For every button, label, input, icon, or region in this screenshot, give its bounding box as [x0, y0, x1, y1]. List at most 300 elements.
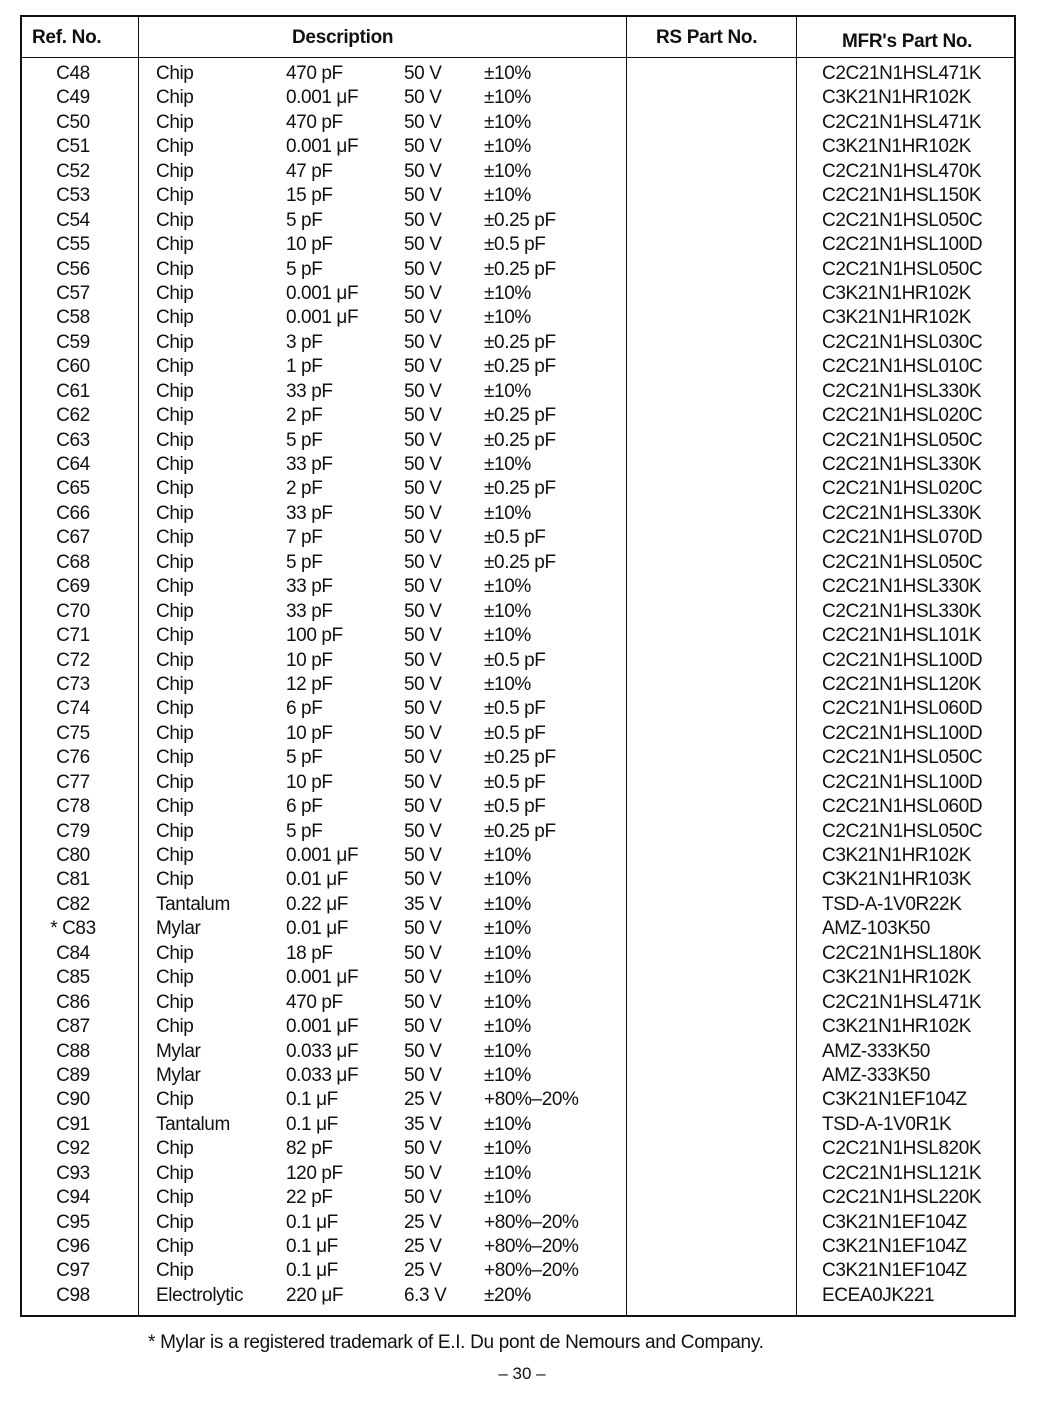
- tolerance-cell: ±0.5 pF: [484, 234, 546, 256]
- header-divider: [22, 57, 1014, 58]
- table-row: [22, 234, 1014, 258]
- voltage-cell: 50 V: [404, 380, 442, 402]
- ref-cell: C81: [56, 869, 90, 891]
- type-cell: Chip: [156, 527, 194, 549]
- value-cell: 5 pF: [286, 209, 323, 231]
- table-row: [22, 796, 1014, 820]
- value-cell: 5 pF: [286, 429, 323, 451]
- table-row: [22, 992, 1014, 1016]
- tolerance-cell: ±10%: [484, 576, 531, 598]
- value-cell: 10 pF: [286, 722, 333, 744]
- mfr-part-cell: C2C21N1HSL020C: [822, 478, 983, 500]
- table-row: [22, 1138, 1014, 1162]
- tolerance-cell: ±10%: [484, 845, 531, 866]
- mfr-part-cell: C3K21N1EF104Z: [822, 1260, 967, 1282]
- tolerance-cell: +80%–20%: [484, 1089, 579, 1111]
- tolerance-cell: ±0.25 pF: [484, 429, 556, 451]
- value-cell: 0.1 μF: [286, 1236, 338, 1257]
- mfr-part-cell: C2C21N1HSL060D: [822, 796, 983, 818]
- table-row: [22, 1041, 1014, 1065]
- type-cell: Mylar: [156, 1064, 201, 1086]
- table-row: [22, 674, 1014, 698]
- voltage-cell: 50 V: [404, 625, 442, 647]
- table-row: [22, 161, 1014, 185]
- header-rs-part-no: RS Part No.: [656, 27, 758, 48]
- voltage-cell: 50 V: [404, 527, 442, 549]
- tolerance-cell: ±0.5 pF: [484, 698, 546, 720]
- mfr-part-cell: C2C21N1HSL330K: [822, 380, 982, 402]
- table-row: [22, 747, 1014, 771]
- table-row: [22, 478, 1014, 502]
- value-cell: 0.01 μF: [286, 869, 349, 891]
- value-cell: 6 pF: [286, 796, 323, 818]
- ref-cell: C85: [56, 967, 90, 989]
- ref-cell: C84: [56, 942, 90, 964]
- mfr-part-cell: C2C21N1HSL121K: [822, 1162, 982, 1184]
- mfr-part-cell: C3K21N1HR102K: [822, 282, 971, 304]
- ref-cell: C50: [56, 111, 90, 133]
- mfr-part-cell: C2C21N1HSL050C: [822, 747, 983, 769]
- mfr-part-cell: C3K21N1HR102K: [822, 1016, 971, 1038]
- type-cell: Chip: [156, 722, 194, 744]
- mfr-part-cell: C3K21N1EF104Z: [822, 1089, 967, 1111]
- table-row: [22, 869, 1014, 893]
- mfr-part-cell: TSD-A-1V0R1K: [822, 1113, 952, 1135]
- voltage-cell: 50 V: [404, 1162, 442, 1184]
- type-cell: Chip: [156, 796, 194, 818]
- tolerance-cell: ±10%: [484, 1064, 531, 1086]
- tolerance-cell: ±10%: [484, 1040, 531, 1062]
- table-row: [22, 405, 1014, 429]
- type-cell: Chip: [156, 1162, 194, 1184]
- mfr-part-cell: C3K21N1HR103K: [822, 869, 971, 891]
- tolerance-cell: ±0.5 pF: [484, 796, 546, 818]
- type-cell: Chip: [156, 551, 194, 573]
- tolerance-cell: ±0.25 pF: [484, 405, 556, 427]
- mfr-part-cell: C3K21N1HR102K: [822, 307, 971, 329]
- table-row: [22, 1285, 1014, 1309]
- mfr-part-cell: C2C21N1HSL050C: [822, 820, 983, 842]
- type-cell: Chip: [156, 1187, 194, 1209]
- table-row: [22, 1065, 1014, 1089]
- ref-cell: C73: [56, 673, 90, 695]
- voltage-cell: 50 V: [404, 331, 442, 353]
- type-cell: Chip: [156, 600, 194, 622]
- type-cell: Chip: [156, 1260, 194, 1282]
- table-row: [22, 1260, 1014, 1284]
- type-cell: Chip: [156, 576, 194, 598]
- value-cell: 15 pF: [286, 185, 333, 207]
- voltage-cell: 50 V: [404, 1138, 442, 1160]
- table-row: [22, 112, 1014, 136]
- table-row: [22, 943, 1014, 967]
- value-cell: 5 pF: [286, 820, 323, 842]
- table-row: [22, 63, 1014, 87]
- tolerance-cell: ±0.25 pF: [484, 331, 556, 353]
- type-cell: Chip: [156, 869, 194, 891]
- ref-cell: C58: [56, 307, 90, 329]
- voltage-cell: 50 V: [404, 63, 442, 84]
- type-cell: Chip: [156, 1211, 194, 1233]
- ref-cell: C86: [56, 991, 90, 1013]
- mfr-part-cell: C2C21N1HSL070D: [822, 527, 983, 549]
- voltage-cell: 50 V: [404, 502, 442, 524]
- mfr-part-cell: C2C21N1HSL060D: [822, 698, 983, 720]
- voltage-cell: 50 V: [404, 136, 442, 158]
- value-cell: 0.01 μF: [286, 918, 349, 940]
- type-cell: Chip: [156, 63, 194, 84]
- value-cell: 10 pF: [286, 771, 333, 793]
- ref-cell: C98: [56, 1284, 90, 1306]
- value-cell: 10 pF: [286, 234, 333, 256]
- ref-cell: C59: [56, 331, 90, 353]
- ref-cell: C82: [56, 893, 90, 915]
- ref-cell: C90: [56, 1089, 90, 1111]
- ref-cell: C71: [56, 625, 90, 647]
- tolerance-cell: ±10%: [484, 185, 531, 207]
- ref-cell: C92: [56, 1138, 90, 1160]
- voltage-cell: 50 V: [404, 111, 442, 133]
- tolerance-cell: +80%–20%: [484, 1211, 579, 1233]
- tolerance-cell: ±10%: [484, 967, 531, 989]
- ref-cell: C55: [56, 234, 90, 256]
- value-cell: 5 pF: [286, 551, 323, 573]
- table-row: [22, 1089, 1014, 1113]
- type-cell: Chip: [156, 1236, 194, 1257]
- value-cell: 47 pF: [286, 160, 333, 182]
- voltage-cell: 50 V: [404, 942, 442, 964]
- mfr-part-cell: C2C21N1HSL180K: [822, 942, 982, 964]
- ref-cell: C72: [56, 649, 90, 671]
- type-cell: Chip: [156, 234, 194, 256]
- table-row: [22, 136, 1014, 160]
- table-row: [22, 527, 1014, 551]
- type-cell: Chip: [156, 282, 194, 304]
- value-cell: 0.1 μF: [286, 1260, 338, 1282]
- table-row: [22, 967, 1014, 991]
- voltage-cell: 50 V: [404, 87, 442, 109]
- table-row: [22, 845, 1014, 869]
- tolerance-cell: ±10%: [484, 600, 531, 622]
- value-cell: 5 pF: [286, 747, 323, 769]
- type-cell: Tantalum: [156, 1113, 230, 1135]
- value-cell: 1 pF: [286, 356, 323, 378]
- voltage-cell: 50 V: [404, 258, 442, 280]
- tolerance-cell: ±0.25 pF: [484, 820, 556, 842]
- type-cell: Chip: [156, 136, 194, 158]
- voltage-cell: 50 V: [404, 1016, 442, 1038]
- ref-cell: C61: [56, 380, 90, 402]
- table-row: [22, 894, 1014, 918]
- tolerance-cell: ±10%: [484, 625, 531, 647]
- value-cell: 2 pF: [286, 405, 323, 427]
- voltage-cell: 50 V: [404, 673, 442, 695]
- voltage-cell: 50 V: [404, 820, 442, 842]
- tolerance-cell: ±10%: [484, 673, 531, 695]
- table-row: [22, 307, 1014, 331]
- mfr-part-cell: C2C21N1HSL050C: [822, 258, 983, 280]
- mfr-part-cell: C2C21N1HSL471K: [822, 63, 982, 84]
- voltage-cell: 50 V: [404, 1040, 442, 1062]
- value-cell: 0.033 μF: [286, 1064, 359, 1086]
- voltage-cell: 35 V: [404, 1113, 442, 1135]
- type-cell: Chip: [156, 771, 194, 793]
- table-row: [22, 918, 1014, 942]
- voltage-cell: 50 V: [404, 722, 442, 744]
- voltage-cell: 50 V: [404, 918, 442, 940]
- type-cell: Chip: [156, 942, 194, 964]
- tolerance-cell: ±0.5 pF: [484, 527, 546, 549]
- mfr-part-cell: AMZ-103K50: [822, 918, 930, 940]
- mfr-part-cell: C2C21N1HSL820K: [822, 1138, 982, 1160]
- value-cell: 0.001 μF: [286, 967, 359, 989]
- header-description: Description: [292, 27, 394, 48]
- voltage-cell: 50 V: [404, 869, 442, 891]
- table-row: [22, 1016, 1014, 1040]
- voltage-cell: 50 V: [404, 307, 442, 329]
- voltage-cell: 50 V: [404, 600, 442, 622]
- type-cell: Chip: [156, 356, 194, 378]
- type-cell: Chip: [156, 380, 194, 402]
- mfr-part-cell: C2C21N1HSL471K: [822, 991, 982, 1013]
- mfr-part-cell: C2C21N1HSL050C: [822, 429, 983, 451]
- table-row: [22, 650, 1014, 674]
- ref-cell: C87: [56, 1016, 90, 1038]
- table-row: [22, 430, 1014, 454]
- mfr-part-cell: C2C21N1HSL100D: [822, 722, 983, 744]
- table-row: [22, 332, 1014, 356]
- mfr-part-cell: C3K21N1EF104Z: [822, 1211, 967, 1233]
- type-cell: Chip: [156, 625, 194, 647]
- mfr-part-cell: C2C21N1HSL330K: [822, 600, 982, 622]
- voltage-cell: 50 V: [404, 698, 442, 720]
- mfr-part-cell: C2C21N1HSL471K: [822, 111, 982, 133]
- ref-cell: C65: [56, 478, 90, 500]
- ref-cell: C80: [56, 845, 90, 866]
- table-row: [22, 87, 1014, 111]
- table-row: [22, 503, 1014, 527]
- ref-cell: C96: [56, 1236, 90, 1257]
- mfr-part-cell: C2C21N1HSL010C: [822, 356, 983, 378]
- table-row: [22, 601, 1014, 625]
- tolerance-cell: ±0.5 pF: [484, 649, 546, 671]
- mfr-part-cell: C2C21N1HSL050C: [822, 551, 983, 573]
- type-cell: Chip: [156, 405, 194, 427]
- table-row: [22, 1187, 1014, 1211]
- type-cell: Chip: [156, 307, 194, 329]
- voltage-cell: 25 V: [404, 1236, 442, 1257]
- voltage-cell: 50 V: [404, 649, 442, 671]
- value-cell: 33 pF: [286, 576, 333, 598]
- type-cell: Chip: [156, 673, 194, 695]
- ref-cell: C94: [56, 1187, 90, 1209]
- value-cell: 3 pF: [286, 331, 323, 353]
- mfr-part-cell: C2C21N1HSL330K: [822, 454, 982, 475]
- ref-cell: C78: [56, 796, 90, 818]
- table-row: [22, 576, 1014, 600]
- tolerance-cell: ±0.25 pF: [484, 258, 556, 280]
- voltage-cell: 50 V: [404, 454, 442, 475]
- tolerance-cell: ±10%: [484, 454, 531, 475]
- ref-cell: C79: [56, 820, 90, 842]
- ref-cell: C89: [56, 1064, 90, 1086]
- table-row: [22, 210, 1014, 234]
- tolerance-cell: ±0.25 pF: [484, 356, 556, 378]
- ref-cell: C66: [56, 502, 90, 524]
- mfr-part-cell: C3K21N1HR102K: [822, 967, 971, 989]
- value-cell: 12 pF: [286, 673, 333, 695]
- table-row: [22, 283, 1014, 307]
- type-cell: Chip: [156, 331, 194, 353]
- ref-cell: C97: [56, 1260, 90, 1282]
- type-cell: Electrolytic: [156, 1284, 244, 1306]
- ref-cell: C56: [56, 258, 90, 280]
- voltage-cell: 35 V: [404, 893, 442, 915]
- mfr-part-cell: AMZ-333K50: [822, 1064, 930, 1086]
- value-cell: 0.001 μF: [286, 87, 359, 109]
- type-cell: Chip: [156, 429, 194, 451]
- table-row: [22, 552, 1014, 576]
- voltage-cell: 50 V: [404, 576, 442, 598]
- ref-cell: C57: [56, 282, 90, 304]
- mfr-part-cell: C2C21N1HSL100D: [822, 234, 983, 256]
- ref-cell: C60: [56, 356, 90, 378]
- ref-cell: C95: [56, 1211, 90, 1233]
- type-cell: Chip: [156, 454, 194, 475]
- table-row: [22, 1212, 1014, 1236]
- voltage-cell: 50 V: [404, 478, 442, 500]
- value-cell: 0.001 μF: [286, 845, 359, 866]
- tolerance-cell: ±10%: [484, 502, 531, 524]
- type-cell: Chip: [156, 1016, 194, 1038]
- value-cell: 0.001 μF: [286, 1016, 359, 1038]
- tolerance-cell: ±10%: [484, 942, 531, 964]
- mfr-part-cell: ECEA0JK221: [822, 1284, 935, 1306]
- voltage-cell: 25 V: [404, 1211, 442, 1233]
- value-cell: 120 pF: [286, 1162, 343, 1184]
- table-row: [22, 821, 1014, 845]
- voltage-cell: 50 V: [404, 282, 442, 304]
- mfr-part-cell: C2C21N1HSL030C: [822, 331, 983, 353]
- type-cell: Chip: [156, 160, 194, 182]
- ref-cell: C63: [56, 429, 90, 451]
- tolerance-cell: ±0.25 pF: [484, 478, 556, 500]
- tolerance-cell: ±10%: [484, 282, 531, 304]
- tolerance-cell: ±0.5 pF: [484, 771, 546, 793]
- value-cell: 22 pF: [286, 1187, 333, 1209]
- table-row: [22, 1236, 1014, 1260]
- ref-cell: C51: [56, 136, 90, 158]
- ref-cell: C88: [56, 1040, 90, 1062]
- type-cell: Chip: [156, 87, 194, 109]
- value-cell: 82 pF: [286, 1138, 333, 1160]
- tolerance-cell: +80%–20%: [484, 1236, 579, 1257]
- value-cell: 7 pF: [286, 527, 323, 549]
- mfr-part-cell: C2C21N1HSL101K: [822, 625, 982, 647]
- voltage-cell: 50 V: [404, 991, 442, 1013]
- header-mfr-part-no: MFR's Part No.: [842, 31, 973, 52]
- voltage-cell: 50 V: [404, 1187, 442, 1209]
- table-row: [22, 723, 1014, 747]
- type-cell: Chip: [156, 209, 194, 231]
- type-cell: Chip: [156, 478, 194, 500]
- tolerance-cell: ±10%: [484, 1138, 531, 1160]
- type-cell: Chip: [156, 185, 194, 207]
- voltage-cell: 6.3 V: [404, 1284, 447, 1306]
- mfr-part-cell: C2C21N1HSL120K: [822, 673, 982, 695]
- ref-cell: C76: [56, 747, 90, 769]
- voltage-cell: 50 V: [404, 967, 442, 989]
- tolerance-cell: +80%–20%: [484, 1260, 579, 1282]
- table-row: [22, 185, 1014, 209]
- tolerance-cell: ±0.25 pF: [484, 747, 556, 769]
- tolerance-cell: ±10%: [484, 869, 531, 891]
- type-cell: Chip: [156, 698, 194, 720]
- value-cell: 0.22 μF: [286, 893, 349, 915]
- table-row: [22, 698, 1014, 722]
- tolerance-cell: ±10%: [484, 1016, 531, 1038]
- mfr-part-cell: C2C21N1HSL020C: [822, 405, 983, 427]
- tolerance-cell: ±10%: [484, 380, 531, 402]
- table-row: [22, 1163, 1014, 1187]
- table-row: [22, 772, 1014, 796]
- ref-cell: * C83: [50, 918, 96, 940]
- ref-cell: C62: [56, 405, 90, 427]
- value-cell: 18 pF: [286, 942, 333, 964]
- value-cell: 0.001 μF: [286, 136, 359, 158]
- voltage-cell: 50 V: [404, 747, 442, 769]
- mfr-part-cell: C3K21N1HR102K: [822, 136, 971, 158]
- value-cell: 0.001 μF: [286, 282, 359, 304]
- value-cell: 5 pF: [286, 258, 323, 280]
- type-cell: Mylar: [156, 1040, 201, 1062]
- value-cell: 470 pF: [286, 63, 343, 84]
- voltage-cell: 50 V: [404, 356, 442, 378]
- footnote: * Mylar is a registered trademark of E.I. Du pont de Nemours and Company.: [148, 1332, 764, 1353]
- value-cell: 470 pF: [286, 111, 343, 133]
- ref-cell: C74: [56, 698, 90, 720]
- type-cell: Chip: [156, 258, 194, 280]
- mfr-part-cell: C2C21N1HSL100D: [822, 771, 983, 793]
- mfr-part-cell: C2C21N1HSL050C: [822, 209, 983, 231]
- voltage-cell: 50 V: [404, 1064, 442, 1086]
- voltage-cell: 25 V: [404, 1089, 442, 1111]
- value-cell: 33 pF: [286, 502, 333, 524]
- tolerance-cell: ±20%: [484, 1284, 531, 1306]
- voltage-cell: 50 V: [404, 405, 442, 427]
- mfr-part-cell: AMZ-333K50: [822, 1040, 930, 1062]
- tolerance-cell: ±10%: [484, 1162, 531, 1184]
- ref-cell: C77: [56, 771, 90, 793]
- ref-cell: C52: [56, 160, 90, 182]
- type-cell: Chip: [156, 1138, 194, 1160]
- tolerance-cell: ±10%: [484, 136, 531, 158]
- ref-cell: C64: [56, 454, 90, 475]
- mfr-part-cell: C2C21N1HSL100D: [822, 649, 983, 671]
- value-cell: 0.033 μF: [286, 1040, 359, 1062]
- tolerance-cell: ±0.5 pF: [484, 722, 546, 744]
- mfr-part-cell: TSD-A-1V0R22K: [822, 893, 962, 915]
- value-cell: 220 μF: [286, 1284, 344, 1306]
- mfr-part-cell: C2C21N1HSL330K: [822, 502, 982, 524]
- tolerance-cell: ±10%: [484, 893, 531, 915]
- mfr-part-cell: C2C21N1HSL330K: [822, 576, 982, 598]
- mfr-part-cell: C3K21N1HR102K: [822, 845, 971, 866]
- table-row: [22, 259, 1014, 283]
- tolerance-cell: ±10%: [484, 918, 531, 940]
- tolerance-cell: ±10%: [484, 1187, 531, 1209]
- value-cell: 10 pF: [286, 649, 333, 671]
